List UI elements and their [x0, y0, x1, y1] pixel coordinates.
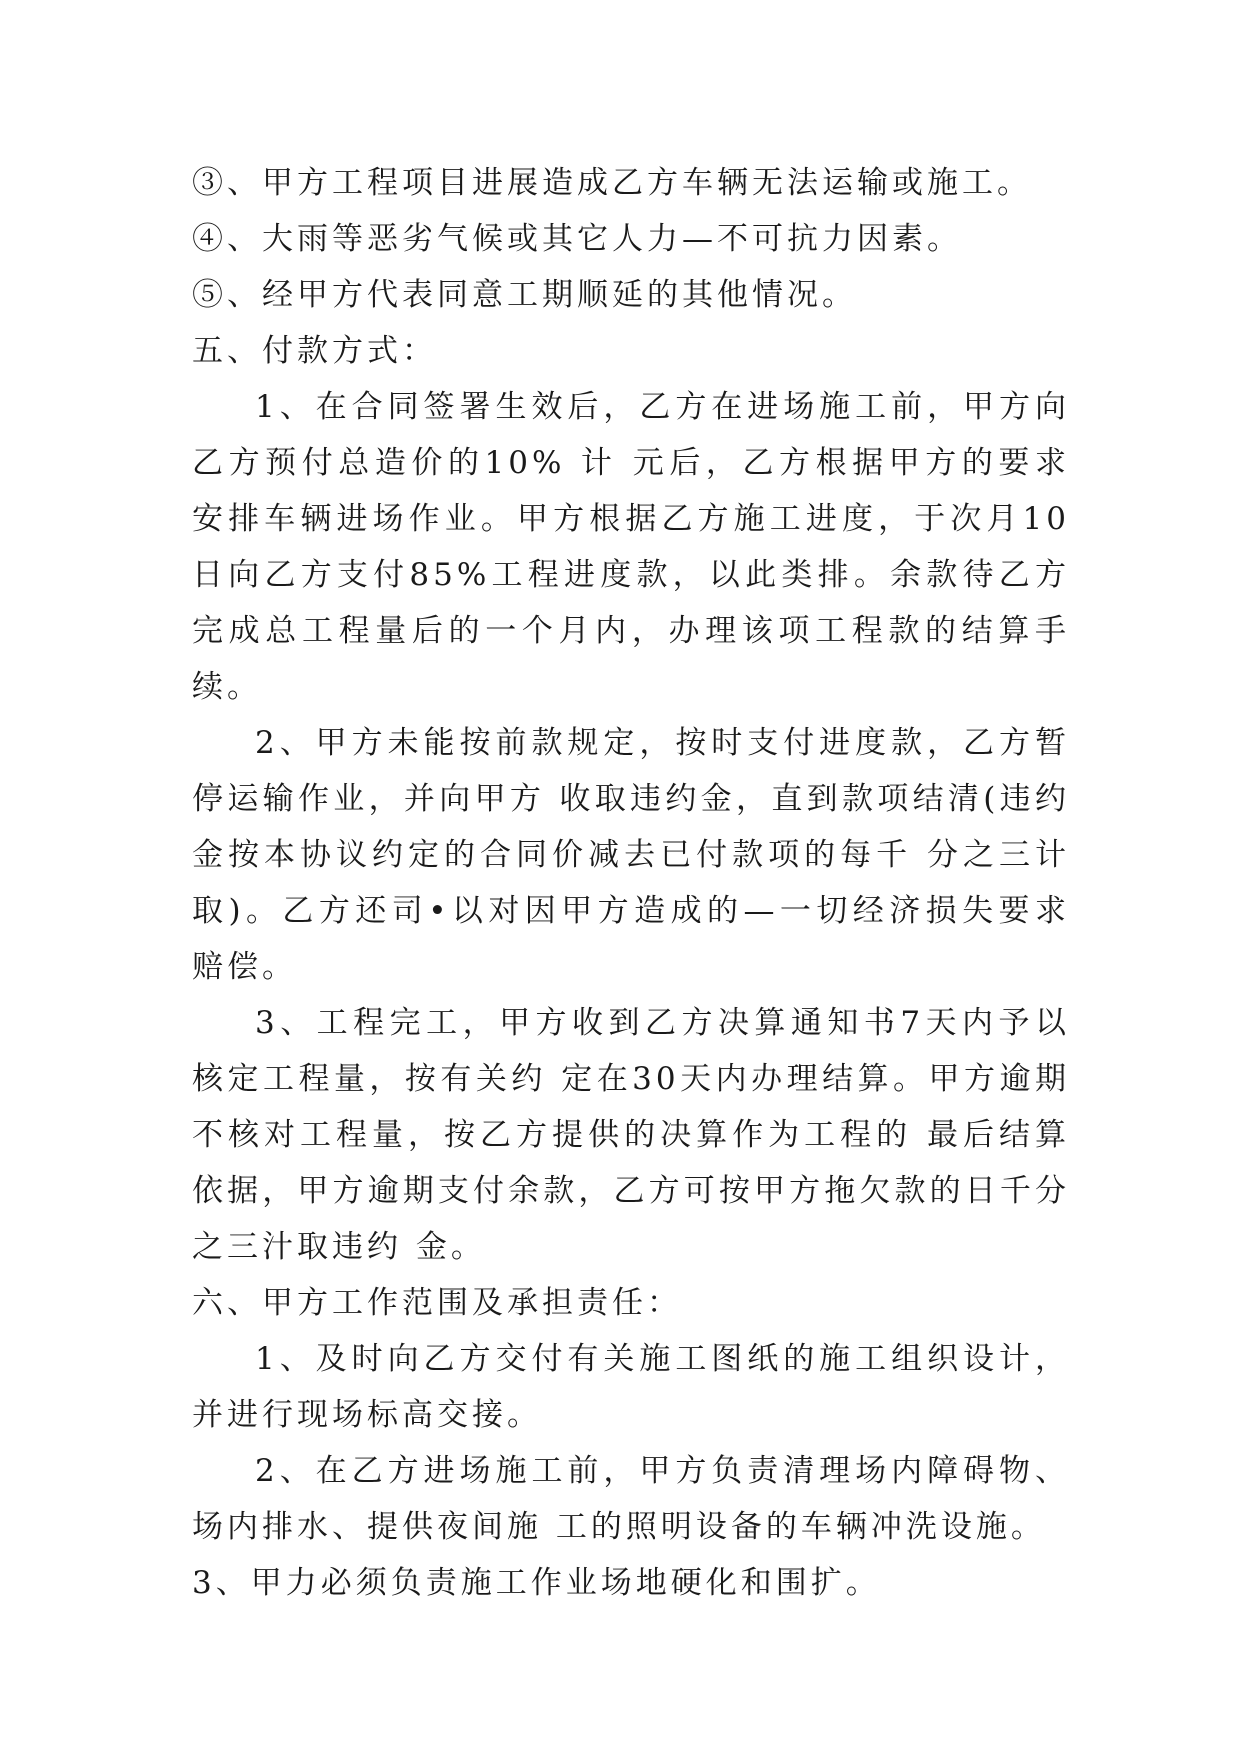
responsibility-item-3: 3、甲力必须负责施工作业场地硬化和围扩。 — [192, 1565, 881, 1601]
section-6-heading: 六、甲方工作范围及承担责任： — [192, 1285, 682, 1321]
payment-item-2: 2、甲方未能按前款规定，按时支付进度款，乙方暂停运输作业，并向甲方 收取违约金，直到款项结清(违约金按本协议约定的合同价减去已付款项的每千 分之三计取)。乙方还司•以对因甲方造成的—一切经济损失要求赔偿。 — [192, 725, 1070, 985]
payment-item-1: 1、在合同签署生效后，乙方在进场施工前，甲方向乙方预付总造价的10% 计 元后，乙方根据甲方的要求安排车辆进场作业。甲方根据乙方施工进度，于次月10日向乙方支付85%工程进度款，以此类排。余款待乙方完成总工程量后的一个月内，办理该项工程款的结算手续。 — [192, 389, 1070, 705]
responsibility-item-1: 1、及时向乙方交付有关施工图纸的施工组织设计，并进行现场标高交接。 — [192, 1341, 1070, 1433]
responsibility-item-2: 2、在乙方进场施工前，甲方负责清理场内障碍物、场内排水、提供夜间施 工的照明设备的车辆冲洗设施。 — [192, 1453, 1070, 1545]
document-body — [192, 155, 1070, 1611]
clause-5-other-extension: ⑤、经甲方代表同意工期顺延的其他情况。 — [192, 277, 857, 313]
clause-3-delay-cause: ③、甲方工程项目进展造成乙方车辆无法运输或施工。 — [192, 165, 1032, 201]
section-5-heading: 五、付款方式： — [192, 333, 437, 369]
clause-4-force-majeure: ④、大雨等恶劣气候或其它人力—不可抗力因素。 — [192, 221, 962, 257]
payment-item-3: 3、工程完工，甲方收到乙方决算通知书7天内予以核定工程量，按有关约 定在30天内办理结算。甲方逾期不核对工程量，按乙方提供的决算作为工程的 最后结算依据，甲方逾期支付余款，乙方可按甲方拖欠款的日千分之三汁取违约 金。 — [192, 1005, 1070, 1265]
